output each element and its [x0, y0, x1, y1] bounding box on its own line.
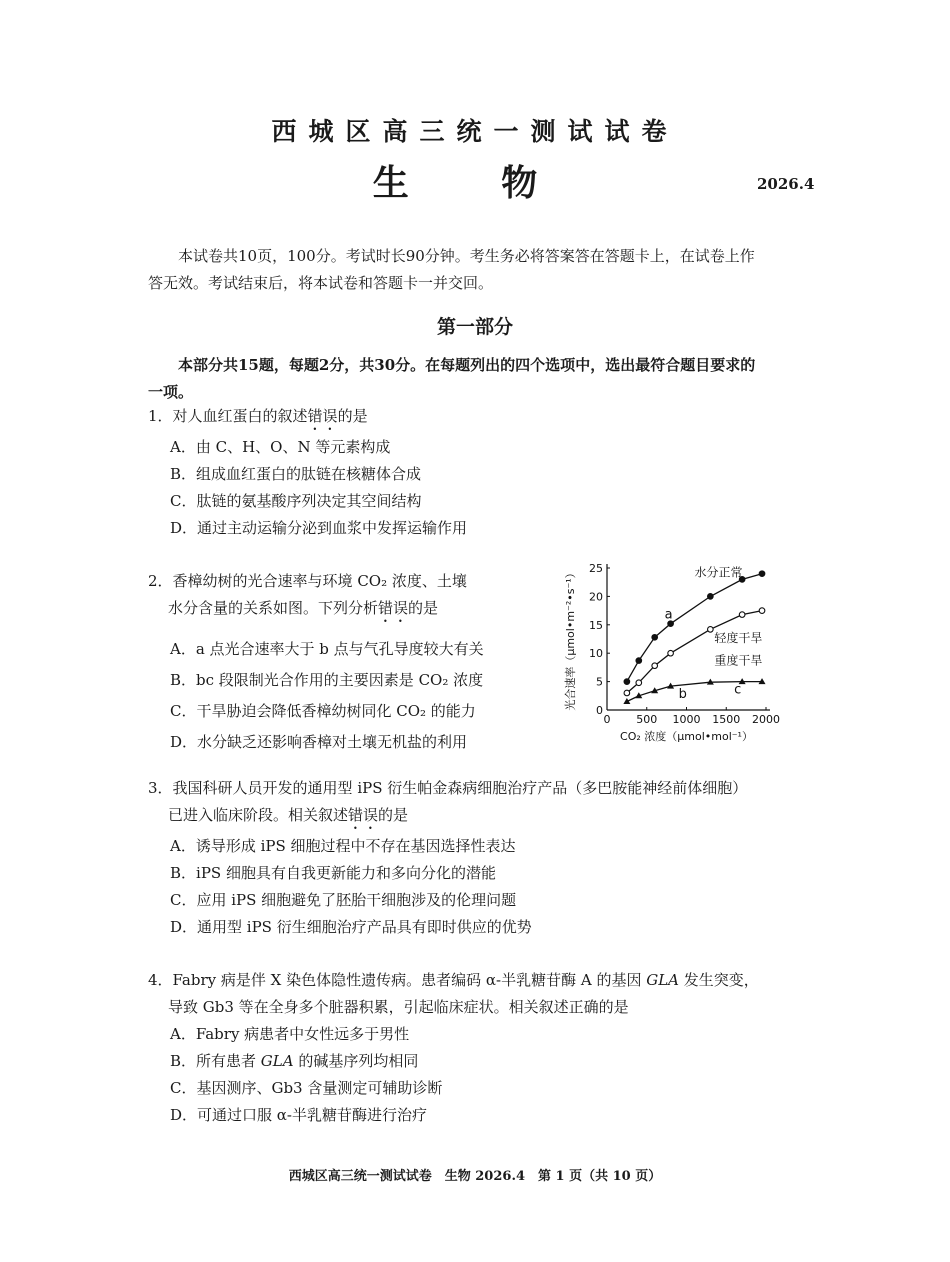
question-1-stem [148, 403, 808, 434]
data-point [668, 650, 674, 656]
y-tick-label: 25 [589, 562, 603, 575]
x-tick-label: 0 [603, 713, 611, 726]
option-b[interactable]: B．bc 段限制光合作用的主要因素是 CO₂ 浓度 [170, 671, 484, 689]
stem-text: 水分含量的关系如图。下列分析 [168, 599, 379, 617]
question-4 [148, 967, 828, 1129]
option-c[interactable]: C．肽链的氨基酸序列决定其空间结构 [170, 492, 422, 510]
question-3 [148, 775, 828, 941]
option-c[interactable]: C．应用 iPS 细胞避免了胚胎干细胞涉及的伦理问题 [170, 891, 517, 909]
option-a[interactable]: A．诱导形成 iPS 细胞过程中不存在基因选择性表达 [170, 837, 516, 855]
data-point [652, 663, 658, 669]
page-footer: 西城区高三统一测试试卷 生物 2026.4 第 1 页（共 10 页） [288, 1169, 662, 1184]
question-4-stem-line-1 [148, 967, 828, 994]
option-d[interactable]: D．可通过口服 α-半乳糖苷酶进行治疗 [170, 1106, 427, 1124]
section-intro-line-1: 本部分共15题，每题2分，共30分。在每题列出的四个选项中，选出最符合题目要求的 [178, 356, 756, 374]
option-c[interactable]: C．干旱胁迫会降低香樟幼树同化 CO₂ 的能力 [170, 702, 476, 720]
stem-text: 的是 [408, 599, 439, 617]
point-annotation: a [664, 607, 673, 623]
stem-text: 1．对人血红蛋白的叙述 [148, 407, 308, 425]
option-c[interactable]: C．基因测序、Gb3 含量测定可辅助诊断 [170, 1079, 443, 1097]
section-intro-line-2: 一项。 [148, 383, 194, 401]
data-point [652, 634, 658, 640]
section-intro [148, 352, 808, 406]
option-b[interactable]: B．iPS 细胞具有自我更新能力和多向分化的潜能 [170, 864, 496, 882]
stem-text: 已进入临床阶段。相关叙述 [168, 806, 349, 824]
data-point [759, 608, 765, 614]
question-2 [148, 568, 568, 758]
x-axis-label: CO₂ 浓度（μmol•mol⁻¹） [620, 730, 753, 743]
series-label: 水分正常 [694, 565, 743, 580]
instructions-line-1: 本试卷共10页，100分。考试时长90分钟。考生务必将答案答在答题卡上，在试卷上作 [178, 247, 755, 265]
data-point [636, 680, 642, 686]
y-tick-label: 15 [589, 618, 603, 632]
y-axis-label: 光合速率（μmol•m⁻²•s⁻¹） [564, 567, 577, 711]
option-d[interactable]: D．水分缺乏还影响香樟对土壤无机盐的利用 [170, 733, 468, 751]
option-a[interactable]: A．由 C、H、O、N 等元素构成 [170, 438, 391, 456]
question-3-stem-line-2 [168, 802, 828, 833]
subject-title: 生 物 [372, 162, 578, 204]
y-tick-label: 10 [589, 647, 603, 661]
series-line [627, 682, 762, 702]
y-tick-label: 20 [589, 590, 603, 604]
point-annotation: c [734, 682, 742, 698]
y-tick-label: 0 [596, 704, 603, 717]
stem-text: 4．Fabry 病是伴 X 染色体隐性遗传病。患者编码 α-半乳糖苷酶 A 的基因 [148, 971, 647, 989]
question-3-stem-line-1: 3．我国科研人员开发的通用型 iPS 衍生帕金森病细胞治疗产品（多巴胺能神经前体细胞） [148, 779, 748, 797]
point-annotation: b [678, 687, 687, 703]
option-b[interactable]: B．组成血红蛋白的肽链在核糖体合成 [170, 465, 422, 483]
option-text: 的碱基序列均相同 [293, 1052, 419, 1070]
data-point [624, 679, 630, 685]
option-a[interactable]: A．Fabry 病患者中女性远多于男性 [170, 1025, 410, 1043]
series-label: 重度干旱 [714, 653, 763, 668]
stem-text: 的是 [378, 806, 409, 824]
question-2-stem-line-2 [168, 595, 568, 626]
emphasis-mark: 错误 [307, 407, 338, 425]
question-1 [148, 403, 808, 542]
option-d[interactable]: D．通用型 iPS 衍生细胞治疗产品具有即时供应的优势 [170, 918, 532, 936]
data-point [624, 690, 630, 696]
data-point [739, 612, 745, 618]
data-point [759, 571, 765, 577]
instructions-line-2: 答无效。考试结束后，将本试卷和答题卡一并交回。 [148, 274, 494, 292]
x-tick-label: 1000 [672, 713, 701, 726]
option-text: B．所有患者 [170, 1052, 261, 1070]
data-point [636, 658, 642, 664]
exam-instructions [148, 243, 808, 297]
x-tick-label: 500 [636, 713, 658, 726]
question-4-stem-line-2: 导致 Gb3 等在全身多个脏器积累，引起临床症状。相关叙述正确的是 [168, 998, 629, 1016]
gene-name: GLA [646, 971, 679, 989]
stem-text: 的是 [337, 407, 368, 425]
photosynthesis-chart [560, 555, 800, 765]
emphasis-mark: 错误 [348, 806, 379, 824]
section-title: 第一部分 [436, 316, 513, 338]
data-point [708, 627, 714, 633]
gene-name: GLA [260, 1052, 294, 1070]
option-b[interactable] [170, 1048, 828, 1075]
x-tick-label: 2000 [752, 713, 780, 726]
y-tick-label: 5 [596, 675, 603, 689]
stem-text: 发生突变， [679, 971, 759, 989]
series-label: 轻度干旱 [714, 630, 763, 645]
option-a[interactable]: A．a 点光合速率大于 b 点与气孔导度较大有关 [170, 640, 484, 658]
emphasis-mark: 错误 [378, 599, 409, 617]
option-d[interactable]: D．通过主动运输分泌到血浆中发挥运输作用 [170, 519, 468, 537]
x-tick-label: 1500 [712, 713, 741, 726]
exam-date: 2026.4 [757, 175, 815, 193]
data-point [708, 594, 714, 600]
question-2-stem-line-1: 2．香樟幼树的光合速率与环境 CO₂ 浓度、土壤 [148, 572, 467, 590]
exam-title: 西城区高三统一测试试卷 [271, 117, 679, 146]
